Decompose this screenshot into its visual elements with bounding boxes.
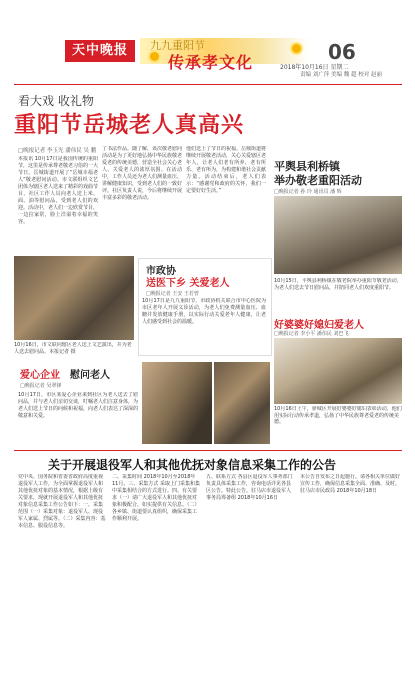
lead-photo [14,256,134,340]
lead-text-col-1: 本报讯 10月17日是我国传统的重阳节，这里是传承尊老敬老习俗的一大节日。岳城街道开展了“岳城幸福老人”敬老慰问活动。市文联组织文艺团体为辖区老人送来了精彩的戏曲节目，社区工作人员向老人送上米、面、油等慰问品，受到老人们的欢迎。活动中，老人们一边欣赏节目，一边拉家常，脸上洋溢着幸福的笑容。 [18,156,98,225]
notice-col-3: 五、联系方式 各县区退役军人事务部门负责具体采集工作，咨询电话详见各县区公告。特此公告。驻马店市退役军人事务局筹备组 2018年10月16日 [206,474,293,501]
love-photo-1 [142,362,212,444]
lead-text-col-2: 了书法作品。随了解，该次敬老慰问活动是为了更好地弘扬中华民族敬老爱老的传统美德，营造全社会关心老人、关爱老人的浓厚氛围。在活动中，工作人员还为老人们测量血压、讲解健康知识，受到老人们的一致好评。社区负责人说，今后将继续开展丰富多彩的敬老活动。 [102,146,182,201]
side1-subtitle: 举办敬老重阳活动 [274,174,362,187]
side1-photo [274,196,402,274]
notice-col-1: 党中央、国务院和省委省政府高度重视退役军人工作，为全面掌握退役军人和其他优抚对象的基本情况，根据上级有关要求，现就开展退役军人和其他优抚对象信息采集工作公告如下：一、采集范围（一）采集对象：退役军人、现役军人家属、烈属等。（二）采集内容：基本信息、服役信息等。 [18,474,106,529]
side2-title: 好婆婆好媳妇爱老人 [274,320,364,331]
lead-text-col-3: 他们送上了节日的祝福。岳城街道将继续开展敬老活动，关心关爱辖区老年人，让老人们老有所养、老有所乐、老有所为，为构建和谐社会贡献力量。活动结束后，老人们表示：“感谢党和政府的关怀，我们一定要好好生活。” [186,146,266,194]
love-title: 爱心企业 [20,370,60,381]
culture-byline: □晚报记者 王安 王若曾 [146,291,199,297]
masthead-rule [14,84,402,85]
flower-icon [292,44,301,53]
side1-title: 平舆县利桥镇 [274,160,340,173]
love-text: 10月17日，市区某爱心企业来到社区为老人送去了慰问品，并与老人们亲切交谈，叮嘱老人们注意身体，为老人们送上节日的问候和祝福，向老人们表达了深深的敬意和关爱。 [18,392,138,419]
side2-photo [274,338,402,404]
culture-text: 10月17日是九九重阳节，市政协机关联合市中心医院为市区老年人开展义诊活动，为老人们免费测量血压、血糖并发放健康手册，以实际行动关爱老年人健康，让老人们感受到社会的温暖。 [142,298,266,325]
notice-title: 关于开展退役军人和其他优抚对象信息采集工作的公告 [48,458,337,472]
page-number: 06 [328,40,356,64]
side2-byline: □晚报记者 李小平 潘伟民 刘巴飞 [274,331,349,337]
lead-kicker: 看大戏 收礼物 [18,94,94,108]
culture-title: 市政协 [146,266,176,277]
love-photo-2 [214,362,270,444]
notice-col-2: 二、采集时间 2018年10月至2018年11月。三、采集方式 采取上门采集和集中采集相结合的方式进行。四、有关要求（一）请广大退役军人和其他优抚对象积极配合，如实提供有关信息。（二）各乡镇、街道要认真组织，确保采集工作顺利开展。 [112,474,200,522]
lead-byline: □晚报记者 李玉光 潘伟民 吴 鹏 [18,148,97,154]
notice-rule [14,450,402,451]
lead-headline: 重阳节岳城老人真高兴 [14,113,245,138]
side2-caption: 10月16日上午，驿城区开展好婆婆好媳妇表彰活动，他们用实际行动传承孝道，弘扬了中华民族尊老爱老的传统美德。 [274,406,402,425]
newspaper-logo: 天中晚报 [65,40,135,62]
page-theme: 传承孝文化 [168,53,254,72]
flower-icon [150,52,159,61]
side1-byline: □晚报记者 孙 玲 通讯员 潘 辉 [274,189,342,195]
issue-date: 2018年10月16日 星期二 [280,64,349,71]
festival-name: 九九重阳节 [150,39,205,52]
side1-caption: 10月15日，平舆县利桥镇在敬老院举办重阳节敬老活动，为老人们送去节日慰问品，并陪同老人们欢度重阳节。 [274,278,402,291]
love-subtitle: 慰问老人 [70,370,110,381]
lead-photo-caption: 10月16日，市文联向辖区老人送上文艺演出，并为老人送去慰问品。本报记者 摄 [14,342,132,355]
editor-credits: 责编 刘广萍 美编 魏 超 校对 赵丽 [300,72,382,78]
love-byline: □晚报记者 吴翠锋 [20,383,62,389]
notice-col-4: 本公告自发布之日起施行。请各相关单位做好宣传工作，确保信息采集全面、准确、及时。驻马店市民政局 2018年10月18日 [300,474,400,494]
culture-subtitle: 送医下乡 关爱老人 [146,278,230,289]
